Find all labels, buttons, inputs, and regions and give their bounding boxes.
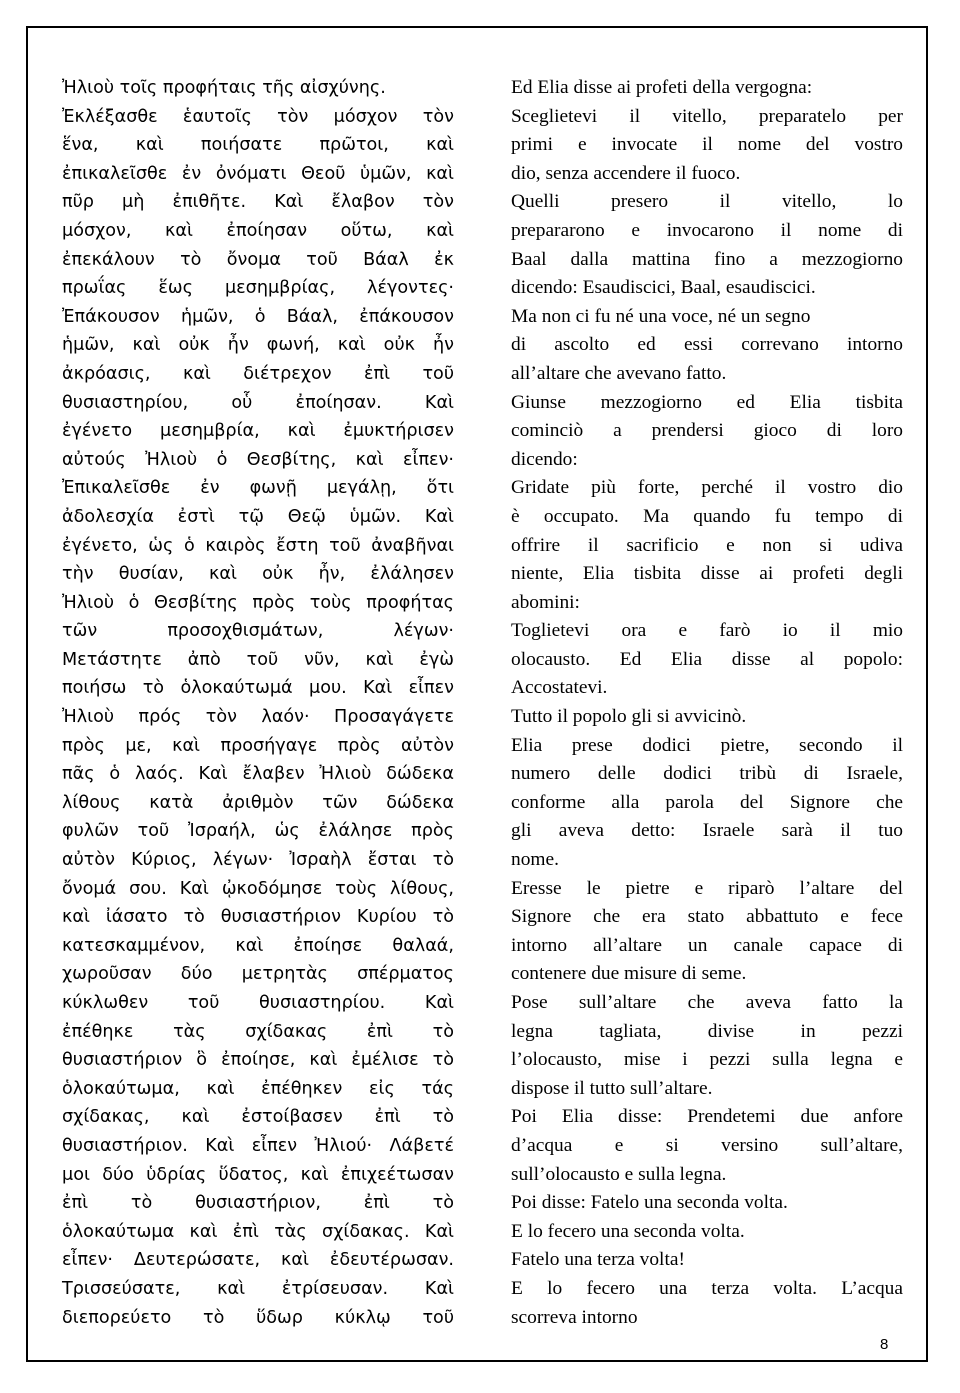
page-number: 8 bbox=[880, 1336, 889, 1353]
italian-text-line: Signore che era stato abbattuto e fece bbox=[511, 906, 903, 928]
greek-text-line: σχίδακας, καὶ ἐστοίβασεν ἐπὶ τὸ bbox=[62, 1107, 454, 1128]
greek-text-line: διεπορεύετο τὸ ὕδωρ κύκλῳ τοῦ bbox=[62, 1307, 454, 1328]
italian-text-line: E lo fecero una seconda volta. bbox=[511, 1220, 745, 1242]
greek-text-line: λίθους κατὰ ἀριθμὸν τῶν δώδεκα bbox=[62, 792, 454, 813]
italian-text-line: è occupato. Ma quando fu tempo di bbox=[511, 505, 903, 527]
greek-text-line: ὁλοκαύτωμα, καὶ ἐπέθηκεν εἰς τάς bbox=[62, 1078, 454, 1099]
italian-text-line: intorno all’altare un canale capace di bbox=[511, 934, 903, 956]
greek-text-line: Ἐπικαλεῖσθε ἐν φωνῇ μεγάλῃ, ὅτι bbox=[62, 478, 454, 499]
greek-text-line: πᾶς ὁ λαός. Καὶ ἔλαβεν Ἠλιοὺ δώδεκα bbox=[62, 764, 454, 785]
italian-text-line: prepararono e invocarono il nome di bbox=[511, 219, 903, 241]
italian-text-line: Elia prese dodici pietre, secondo il bbox=[511, 734, 903, 756]
italian-text-line: Fatelo una terza volta! bbox=[511, 1249, 685, 1271]
italian-text-line: E lo fecero una terza volta. L’acqua bbox=[511, 1277, 903, 1299]
greek-text-line: θυσιαστήριον ὃ ἐποίησε, καὶ ἐμέλισε τὸ bbox=[62, 1050, 454, 1071]
italian-text-line: cominciò a prendersi gioco di loro bbox=[511, 420, 903, 442]
greek-text-line: ἐπεκάλουν τὸ ὄνομα τοῦ Βάαλ ἐκ bbox=[62, 249, 454, 270]
italian-text-line: legna tagliata, divise in pezzi bbox=[511, 1020, 903, 1042]
italian-text-line: sull’olocausto e sulla legna. bbox=[511, 1163, 727, 1185]
greek-text-line: ἐγένετο, ὡς ὁ καιρὸς ἔστη τοῦ ἀναβῆναι bbox=[62, 535, 454, 556]
greek-text-line: Τρισσεύσατε, καὶ ἐτρίσευσαν. Καὶ bbox=[62, 1278, 454, 1299]
italian-text-line: numero delle dodici tribù di Israele, bbox=[511, 763, 903, 785]
greek-text-line: αὐτὸν Κύριος, λέγων· Ἰσραὴλ ἔσται τὸ bbox=[62, 850, 454, 871]
greek-text-line: πρὸς με, καὶ προσήγαγε πρὸς αὐτὸν bbox=[62, 735, 454, 756]
italian-text-line: Poi Elia disse: Prendetemi due anfore bbox=[511, 1106, 903, 1128]
italian-text-line: primi e invocate il nome del vostro bbox=[511, 134, 903, 156]
greek-text-line: εἶπεν· Δευτερώσατε, καὶ ἐδευτέρωσαν. bbox=[62, 1250, 454, 1271]
italian-text-line: offrire il sacrificio e non si udiva bbox=[511, 534, 903, 556]
greek-text-line: θυσιαστηρίου, οὗ ἐποίησαν. Καὶ bbox=[62, 392, 454, 413]
greek-text-line: φυλῶν τοῦ Ἰσραήλ, ὡς ἐλάλησε πρὸς bbox=[62, 821, 454, 842]
italian-text-line: olocausto. Ed Elia disse al popolo: bbox=[511, 648, 903, 670]
greek-text-line: Μετάστητε ἀπὸ τοῦ νῦν, καὶ ἐγὼ bbox=[62, 649, 454, 670]
greek-text-line: Ἠλιοὺ ὁ Θεσβίτης πρὸς τοὺς προφήτας bbox=[62, 592, 454, 613]
greek-text-line: κατεσκαμμένον, καὶ ἐποίησε θαλαά, bbox=[62, 935, 454, 956]
greek-text-line: Ἠλιοὺ τοῖς προφήταις τῆς αἰσχύνης. bbox=[62, 78, 386, 98]
italian-text-line: Quelli presero il vitello, lo bbox=[511, 191, 903, 213]
greek-text-line: ἀκρόασις, καὶ διέτρεχον ἐπὶ τοῦ bbox=[62, 363, 454, 384]
greek-text-line: ἕνα, καὶ ποιήσατε πρῶτοι, καὶ bbox=[62, 135, 454, 156]
italian-text-line: d’acqua e si versino sull’altare, bbox=[511, 1134, 903, 1156]
greek-text-line: Ἐπάκουσον ἡμῶν, ὁ Βάαλ, ἐπάκουσον bbox=[62, 306, 454, 327]
greek-text-line: καὶ ἰάσατο τὸ θυσιαστήριον Κυρίου τὸ bbox=[62, 907, 454, 928]
italian-text-line: Pose sull’altare che aveva fatto la bbox=[511, 992, 903, 1013]
italian-text-line: Poi disse: Fatelo una seconda volta. bbox=[511, 1192, 788, 1214]
italian-text-line: gli aveva detto: Israele sarà il tuo bbox=[511, 820, 903, 842]
greek-text-line: Ἐκλέξασθε ἑαυτοῖς τὸν μόσχον τὸν bbox=[62, 106, 454, 127]
greek-text-line: ἡμῶν, καὶ οὐκ ἦν φωνή, καὶ οὐκ ἦν bbox=[62, 335, 454, 356]
greek-text-line: χωροῦσαν δύο μετρητὰς σπέρματος bbox=[62, 964, 454, 985]
greek-text-line: ἐπέθηκε τὰς σχίδακας ἐπὶ τὸ bbox=[62, 1021, 454, 1042]
italian-text-line: Toglietevi ora e farò io il mio bbox=[511, 620, 903, 642]
greek-text-line: θυσιαστήριον. Καὶ εἶπεν Ἠλιού· Λάβετέ bbox=[62, 1135, 454, 1156]
italian-text-line: dicendo: bbox=[511, 448, 578, 470]
greek-text-line: πρωΐας ἕως μεσημβρίας, λέγοντες· bbox=[62, 278, 454, 299]
italian-text-line: dio, senza accendere il fuoco. bbox=[511, 162, 741, 184]
italian-text-line: Ed Elia disse ai profeti della vergogna: bbox=[511, 77, 813, 98]
greek-text-line: μοι δύο ὑδρίας ὕδατος, καὶ ἐπιχεέτωσαν bbox=[62, 1164, 454, 1185]
greek-text-line: τῶν προσοχθισμάτων, λέγων· bbox=[62, 621, 454, 642]
greek-text-line: ἐγένετο μεσημβρία, καὶ ἐμυκτήρισεν bbox=[62, 421, 454, 442]
greek-text-line: μόσχον, καὶ ἐποίησαν οὕτω, καὶ bbox=[62, 220, 454, 241]
italian-text-line: Sceglietevi il vitello, preparatelo per bbox=[511, 105, 903, 127]
italian-text-line: Tutto il popolo gli si avvicinò. bbox=[511, 706, 747, 728]
italian-text-line: Baal dalla mattina fino a mezzogiorno bbox=[511, 248, 903, 270]
greek-text-line: τὴν θυσίαν, καὶ οὐκ ἦν, ἐλάλησεν bbox=[62, 564, 454, 585]
greek-text-line: ἐπὶ τὸ θυσιαστήριον, ἐπὶ τὸ bbox=[62, 1193, 454, 1214]
greek-text-line: ποιήσω τὸ ὁλοκαύτωμά μου. Καὶ εἶπεν bbox=[62, 678, 454, 699]
italian-text-line: di ascolto ed essi correvano intorno bbox=[511, 334, 903, 356]
italian-text-line: Eresse le pietre e riparò l’altare del bbox=[511, 877, 903, 899]
italian-text-line: all’altare che avevano fatto. bbox=[511, 362, 727, 384]
italian-text-line: Giunse mezzogiorno ed Elia tisbita bbox=[511, 391, 903, 413]
greek-text-line: ὄνομά σου. Καὶ ᾠκοδόμησε τοὺς λίθους, bbox=[62, 878, 454, 899]
italian-text-line: conforme alla parola del Signore che bbox=[511, 791, 903, 813]
italian-text-line: dispose il tutto sull’altare. bbox=[511, 1077, 713, 1099]
italian-text-line: scorreva intorno bbox=[511, 1306, 638, 1328]
greek-text-line: Ἠλιοὺ πρός τὸν λαόν· Προσαγάγετε bbox=[62, 707, 454, 728]
italian-text-line: Gridate più forte, perché il vostro dio bbox=[511, 477, 903, 499]
greek-text-line: πῦρ μὴ ἐπιθῆτε. Καὶ ἔλαβον τὸν bbox=[62, 192, 454, 213]
italian-text-line: niente, Elia tisbita disse ai profeti degli bbox=[511, 563, 903, 585]
italian-text-line: abomini: bbox=[511, 591, 580, 613]
greek-text-line: αὐτούς Ἠλιοὺ ὁ Θεσβίτης, καὶ εἶπεν· bbox=[62, 449, 454, 470]
italian-text-line: contenere due misure di seme. bbox=[511, 963, 747, 985]
italian-text-line: Ma non ci fu né una voce, né un segno bbox=[511, 305, 811, 327]
greek-text-line: κύκλωθεν τοῦ θυσιαστηρίου. Καὶ bbox=[62, 993, 454, 1013]
italian-text-line: dicendo: Esaudiscici, Baal, esaudiscici. bbox=[511, 277, 816, 299]
greek-text-column bbox=[62, 74, 454, 1332]
italian-text-line: Accostatevi. bbox=[511, 677, 608, 699]
italian-text-line: nome. bbox=[511, 849, 559, 871]
greek-text-line: ὁλοκαύτωμα καὶ ἐπὶ τὰς σχίδακας. Καὶ bbox=[62, 1221, 454, 1242]
greek-text-line: ἀδολεσχία ἐστὶ τῷ Θεῷ ὑμῶν. Καὶ bbox=[62, 506, 454, 527]
italian-text-line: l’olocausto, mise i pezzi sulla legna e bbox=[511, 1049, 903, 1071]
italian-text-column bbox=[511, 74, 903, 1332]
greek-text-line: ἐπικαλεῖσθε ἐν ὀνόματι Θεοῦ ὑμῶν, καὶ bbox=[62, 163, 454, 184]
